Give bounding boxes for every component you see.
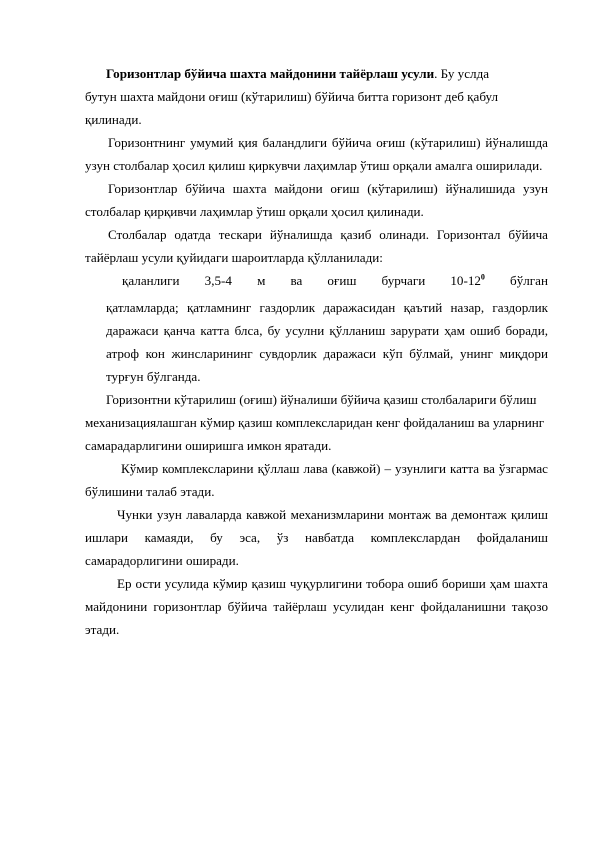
document-page [85,62,548,641]
paragraph-7: Кўмир комплексларини қўллаш лава (кавжой) – узунлиги катта ва ўзгармас бўлишини талаб этади. [85,461,548,499]
word: ва [290,273,303,288]
word: 3,5-4 [204,273,232,288]
degree-sign: 0 [480,272,485,282]
paragraph-2: Горизонтнинг умумий қия баландлиги бўйича оғиш (кўтарилиш) йўналишда узун столбалар ҳосил қилиш қиркувчи лаҳимлар ўтиш орқали амалга оширилади. [85,135,548,173]
paragraph-9: Ер ости усулида кўмир қазиш чуқурлигини тобора ошиб бориши ҳам шахта майдонини горизонтлар бўйича тайёрлаш усулидан кенг фойдаланишни тақозо этади. [85,576,548,637]
paragraph-5-first-line [85,269,548,292]
word: бўлган [510,273,548,288]
word: м [257,273,266,288]
paragraph-intro [85,62,548,131]
paragraph-3: Горизонтлар бўйича шахта майдони оғиш (кўтарилиш) йўналишида узун столбалар қирқивчи лаҳимлар ўтиш орқали ҳосил қилинади. [85,181,548,219]
paragraph-4: Столбалар одатда тескари йўналишда қазиб олинади. Горизонтал бўйича тайёрлаш усули қуйидаги шароитларда қўлланилади: [85,227,548,265]
paragraph-6: Горизонтни кўтарилиш (оғиш) йўналиши бўйича қазиш столбалариги бўлиш механизациялашган кўмир қазиш комплексларидан кенг фойдаланиш ва уларнинг самарадарлигини оширишга имкон яратади. [85,392,545,453]
angle-value: $10-12^0$ [450,272,485,288]
word: бурчаги [381,273,426,288]
paragraph-intro-text: . Бу услда бутун шахта майдони оғиш (кўтарилиш) бўйича битта горизонт деб қабул қилинади. [85,66,499,127]
paragraph-5-rest: қатламларда; қатламнинг газдорлик даражасидан қаътий назар, газдорлик даражаси қанча катта блса, бу усулни қўлланиш зарурати ҳам ошиб боради, атроф кон жинсларининг сувдорлик даражаси кўп бўлмай, унинг миқдори турғун бўлганда. [106,300,548,384]
word: оғиш [327,273,357,288]
section-heading: Горизонтлар бўйича шахта майдонини тайёрлаш усули [106,66,435,81]
paragraph-8: Чунки узун лаваларда кавжой механизмларини монтаж ва демонтаж қилиш ишлари камаяди, бу эса, ўз навбатда комплекслардан фойдаланиш самарадорлигини оширади. [85,507,548,568]
word: қаланлиги [122,273,180,288]
